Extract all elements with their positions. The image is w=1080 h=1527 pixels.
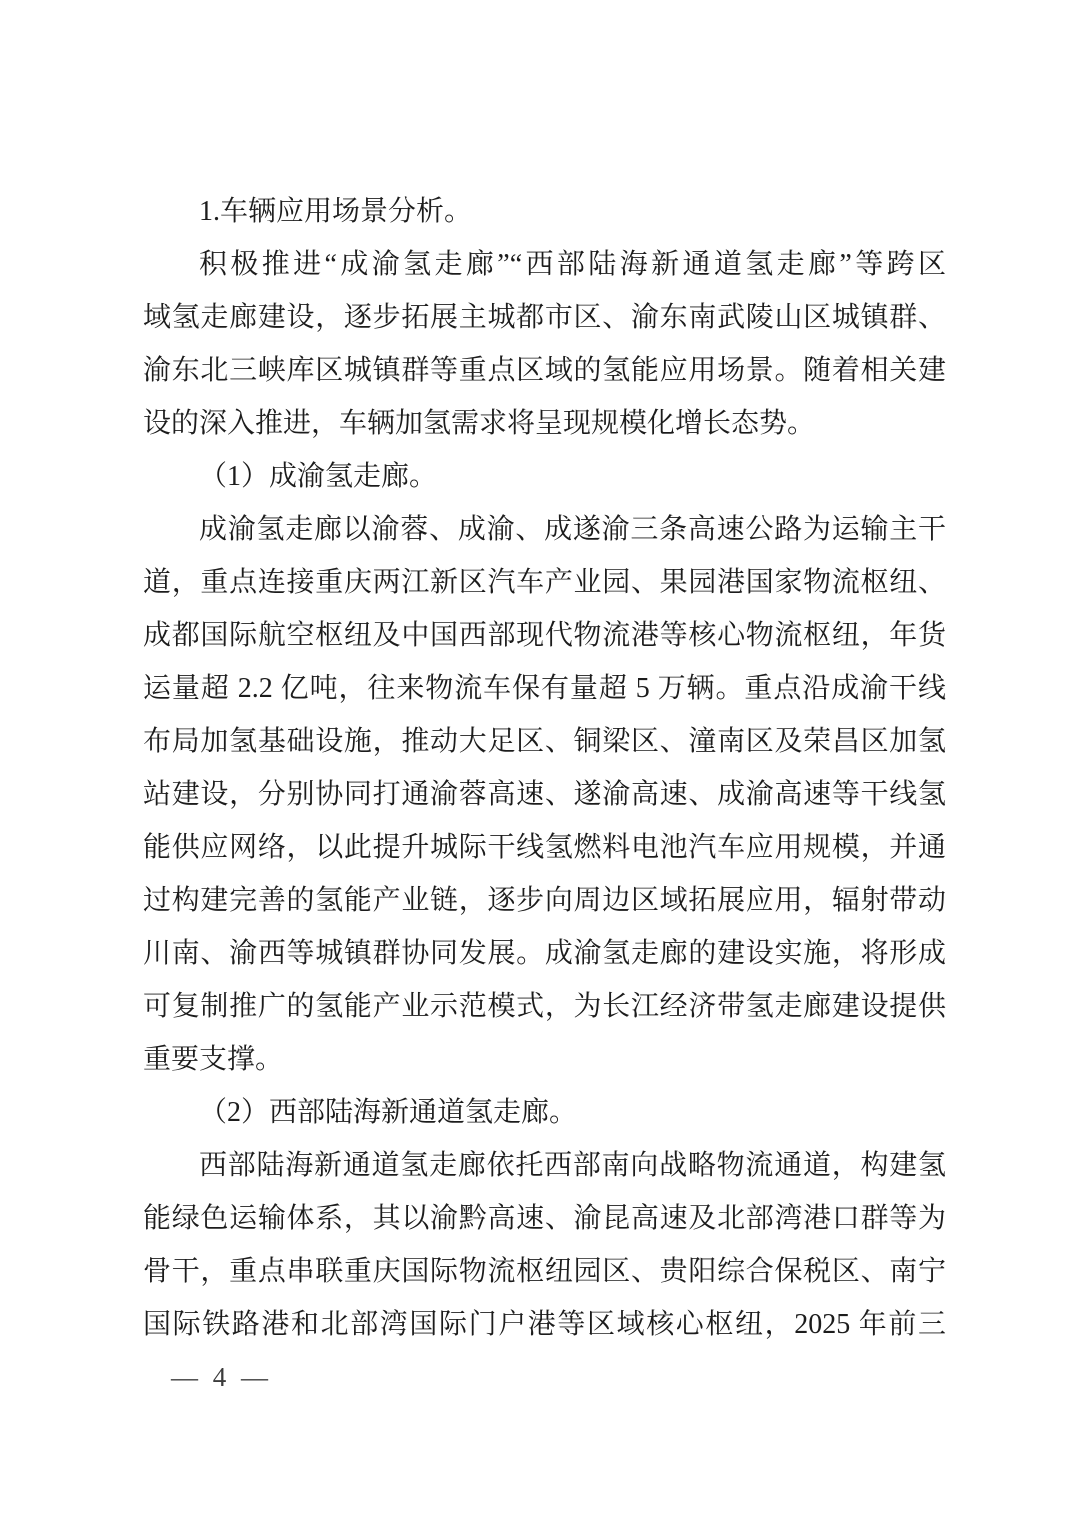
- subsection-heading: （2）西部陆海新通道氢走廊。: [199, 1097, 578, 1128]
- subsection-heading: （1）成渝氢走廊。: [199, 461, 438, 492]
- body-line: 设的深入推进，车辆加氢需求将呈现规模化增长态势。: [143, 408, 816, 439]
- body-line: 川南、渝西等城镇群协同发展。成渝氢走廊的建设实施，将形成: [143, 938, 946, 969]
- body-line: 渝东北三峡库区城镇群等重点区域的氢能应用场景。随着相关建: [143, 355, 946, 386]
- body-line: 成都国际航空枢纽及中国西部现代物流港等核心物流枢纽，年货: [143, 620, 946, 651]
- body-line: 积极推进“成渝氢走廊”“西部陆海新通道氢走廊”等跨区: [199, 249, 946, 280]
- body-line: 国际铁路港和北部湾国际门户港等区域核心枢纽，2025 年前三: [143, 1309, 946, 1340]
- page-number: — 4 —: [171, 1362, 272, 1392]
- body-line: 能绿色运输体系，其以渝黔高速、渝昆高速及北部湾港口群等为: [143, 1203, 946, 1234]
- body-line: 能供应网络，以此提升城际干线氢燃料电池汽车应用规模，并通: [143, 832, 946, 863]
- body-line: 西部陆海新通道氢走廊依托西部南向战略物流通道，构建氢: [199, 1150, 946, 1181]
- body-line: 域氢走廊建设，逐步拓展主城都市区、渝东南武陵山区城镇群、: [143, 302, 946, 333]
- body-line: 可复制推广的氢能产业示范模式，为长江经济带氢走廊建设提供: [143, 991, 946, 1022]
- document-text-block: [143, 185, 946, 1351]
- body-line: 重要支撑。: [143, 1044, 284, 1075]
- body-line: 成渝氢走廊以渝蓉、成渝、成遂渝三条高速公路为运输主干: [199, 514, 946, 545]
- body-line: 骨干，重点串联重庆国际物流枢纽园区、贵阳综合保税区、南宁: [143, 1256, 946, 1287]
- body-line: 站建设，分别协同打通渝蓉高速、遂渝高速、成渝高速等干线氢: [143, 779, 946, 810]
- body-line: 布局加氢基础设施，推动大足区、铜梁区、潼南区及荣昌区加氢: [143, 726, 946, 757]
- body-line: 过构建完善的氢能产业链，逐步向周边区域拓展应用，辐射带动: [143, 885, 946, 916]
- body-line: 道，重点连接重庆两江新区汽车产业园、果园港国家物流枢纽、: [143, 567, 946, 598]
- body-line: 运量超 2.2 亿吨，往来物流车保有量超 5 万辆。重点沿成渝干线: [143, 673, 946, 704]
- section-heading: 1.车辆应用场景分析。: [199, 196, 473, 227]
